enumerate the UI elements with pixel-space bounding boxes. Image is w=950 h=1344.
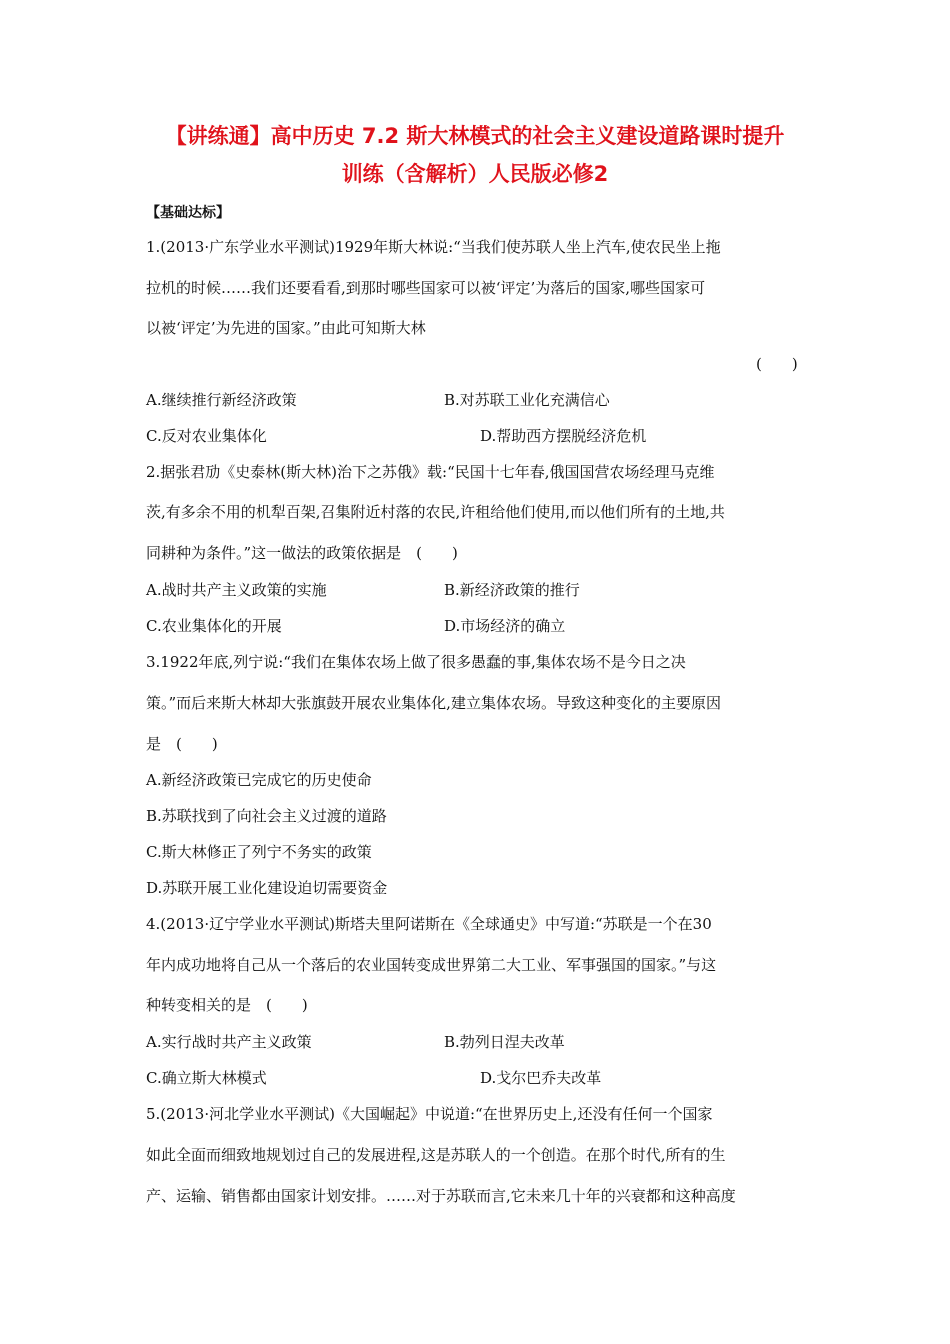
q1-option-a: A.继续推行新经济政策 bbox=[146, 391, 297, 409]
q5-line-3: 产、运输、销售都由国家计划安排。……对于苏联而言,它未来几十年的兴衰都和这种高度 bbox=[146, 1187, 736, 1205]
q1-line-2: 拉机的时候……我们还要看看,到那时哪些国家可以被‘评定’为落后的国家,哪些国家可 bbox=[146, 279, 706, 297]
q2-line-2: 茨,有多余不用的机犁百架,召集附近村落的农民,许租给他们使用,而以他们所有的土地,共 bbox=[146, 503, 725, 521]
q1-line-1: 1.(2013·广东学业水平测试)1929年斯大林说:“当我们使苏联人坐上汽车,使农民坐上拖 bbox=[146, 238, 721, 256]
q1-option-d: D.帮助西方摆脱经济危机 bbox=[480, 427, 647, 445]
q1-answer-bracket: ( ) bbox=[756, 355, 798, 373]
q2-option-d: D.市场经济的确立 bbox=[444, 617, 566, 635]
q4-option-c: C.确立斯大林模式 bbox=[146, 1069, 267, 1087]
doc-title-line-1: 【讲练通】高中历史 7.2 斯大林模式的社会主义建设道路课时提升 bbox=[165, 124, 785, 148]
q2-option-a: A.战时共产主义政策的实施 bbox=[146, 581, 327, 599]
q2-option-c: C.农业集体化的开展 bbox=[146, 617, 282, 635]
q3-line-2: 策。”而后来斯大林却大张旗鼓开展农业集体化,建立集体农场。导致这种变化的主要原因 bbox=[146, 694, 721, 712]
q4-line-1: 4.(2013·辽宁学业水平测试)斯塔夫里阿诺斯在《全球通史》中写道:“苏联是一个在30 bbox=[146, 915, 712, 933]
q3-line-1: 3.1922年底,列宁说:“我们在集体农场上做了很多愚蠢的事,集体农场不是今日之决 bbox=[146, 653, 686, 671]
q2-option-b: B.新经济政策的推行 bbox=[444, 581, 580, 599]
q3-option-a: A.新经济政策已完成它的历史使命 bbox=[146, 771, 372, 789]
q4-option-d: D.戈尔巴乔夫改革 bbox=[480, 1069, 602, 1087]
q3-line-3: 是 ( ) bbox=[146, 735, 218, 753]
q3-option-c: C.斯大林修正了列宁不务实的政策 bbox=[146, 843, 372, 861]
section-heading: 【基础达标】 bbox=[146, 205, 230, 221]
q4-option-a: A.实行战时共产主义政策 bbox=[146, 1033, 312, 1051]
q1-option-b: B.对苏联工业化充满信心 bbox=[444, 391, 610, 409]
q4-option-b: B.勃列日涅夫改革 bbox=[444, 1033, 565, 1051]
q3-option-b: B.苏联找到了向社会主义过渡的道路 bbox=[146, 807, 387, 825]
q5-line-1: 5.(2013·河北学业水平测试)《大国崛起》中说道:“在世界历史上,还没有任何一个国家 bbox=[146, 1105, 713, 1123]
q2-line-3: 同耕种为条件。”这一做法的政策依据是 ( ) bbox=[146, 544, 458, 562]
q4-line-2: 年内成功地将自己从一个落后的农业国转变成世界第二大工业、军事强国的国家。”与这 bbox=[146, 956, 717, 974]
q1-line-3: 以被‘评定’为先进的国家。”由此可知斯大林 bbox=[146, 319, 426, 337]
q3-option-d: D.苏联开展工业化建设迫切需要资金 bbox=[146, 879, 388, 897]
q1-option-c: C.反对农业集体化 bbox=[146, 427, 267, 445]
q5-line-2: 如此全面而细致地规划过自己的发展进程,这是苏联人的一个创造。在那个时代,所有的生 bbox=[146, 1146, 726, 1164]
doc-title-line-2: 训练（含解析）人民版必修2 bbox=[341, 162, 609, 186]
q2-line-1: 2.据张君劢《史泰林(斯大林)治下之苏俄》载:“民国十七年春,俄国国营农场经理马克维 bbox=[146, 463, 715, 481]
q4-line-3: 种转变相关的是 ( ) bbox=[146, 996, 308, 1014]
